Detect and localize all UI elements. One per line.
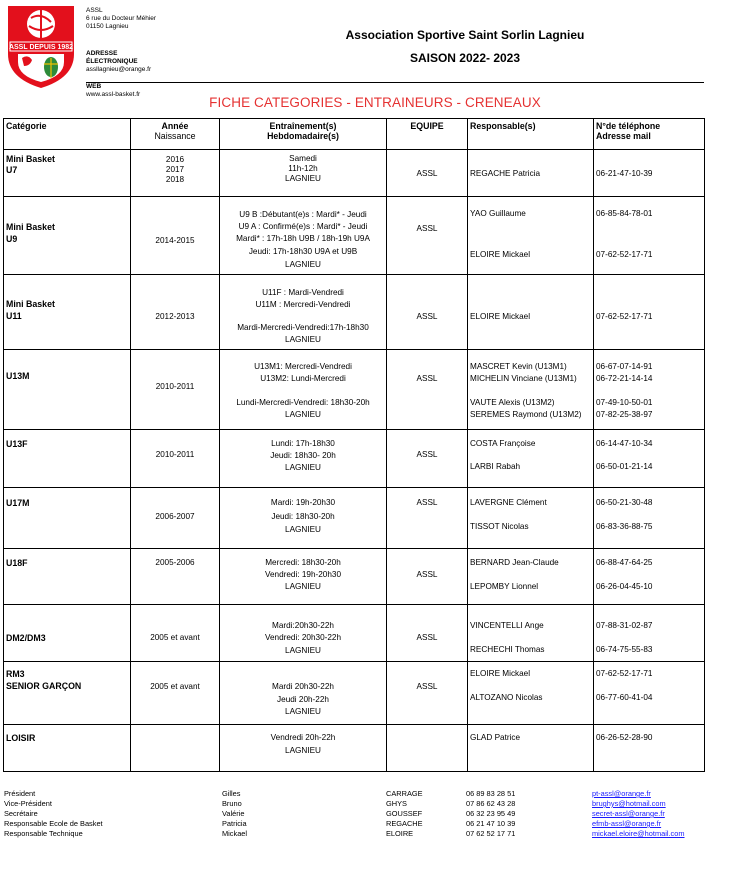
table-row (4, 150, 705, 197)
phone-cell-line: 07-62-52-17-71 (596, 250, 653, 259)
table-row (4, 488, 705, 549)
training-cell-line: Jeudi: 18h30-20h (271, 512, 335, 521)
header-manager: Responsable(s) (468, 119, 594, 150)
training-cell (220, 488, 387, 549)
footer-role: Vice-Président (4, 799, 52, 808)
category-cell (4, 725, 131, 772)
training-cell-line: U11F : Mardi-Vendredi (262, 288, 344, 297)
birth-year-cell-line: 2005-2006 (155, 558, 195, 567)
training-cell-line: LAGNIEU (285, 335, 321, 344)
category-cell-line: U17M (6, 498, 30, 508)
phone-cell-line: 06-74-75-55-83 (596, 645, 653, 654)
training-cell (220, 430, 387, 488)
training-cell-line: Vendredi: 20h30-22h (264, 633, 342, 642)
phone-cell (594, 275, 705, 350)
category-cell-line: LOISIR (6, 733, 36, 743)
training-cell-line: LAGNIEU (285, 525, 321, 534)
manager-cell (468, 150, 594, 197)
training-cell (220, 725, 387, 772)
manager-cell-line: ALTOZANO Nicolas (470, 693, 543, 702)
team-cell (387, 275, 468, 350)
training-cell (220, 350, 387, 430)
phone-cell (594, 150, 705, 197)
birth-year-cell (131, 150, 220, 197)
team-cell-line: ASSL (416, 169, 438, 178)
footer-mail[interactable]: pt-assl@orange.fr (592, 789, 651, 798)
table-row (4, 662, 705, 725)
footer-first: Mickael (222, 829, 248, 838)
phone-cell-line: 06-88-47-64-25 (596, 558, 653, 567)
training-cell (220, 150, 387, 197)
phone-cell-line: 06-26-52-28-90 (596, 733, 653, 742)
footer-last: ELOIRE (386, 829, 414, 838)
address-block (86, 7, 156, 31)
manager-cell (468, 662, 594, 725)
association-name: Association Sportive Saint Sorlin Lagnieu (345, 28, 585, 42)
training-cell-line: U11M : Mercredi-Vendredi (255, 300, 351, 309)
team-cell-line: ASSL (416, 224, 438, 233)
birth-year-cell (131, 605, 220, 662)
training-cell-line: Mardi 20h30-22h (272, 682, 334, 691)
training-cell-line: 11h-12h (288, 164, 318, 173)
training-cell-line: Mercredi: 18h30-20h (265, 558, 341, 567)
training-cell-line: Mardi* : 17h-18h U9B / 18h-19h U9A (236, 234, 370, 243)
club-logo (4, 4, 78, 90)
category-cell (4, 549, 131, 605)
birth-year-cell (131, 197, 220, 275)
training-cell-line: Vendredi 20h-22h (270, 733, 336, 742)
team-cell-line: ASSL (416, 682, 438, 691)
phone-cell-line: 06-21-47-10-39 (596, 169, 653, 178)
birth-year-cell-line: 2006-2007 (155, 512, 195, 521)
footer-first: Gilles (222, 789, 241, 798)
birth-year-cell (131, 350, 220, 430)
manager-cell-line: COSTA Françoise (470, 439, 536, 448)
team-cell (387, 662, 468, 725)
table-row (4, 197, 705, 275)
birth-year-cell-line: 2017 (165, 165, 185, 174)
training-cell-line: Jeudi: 18h30- 20h (270, 451, 336, 460)
training-cell-line: U9 A : Confirmé(e)s : Mardi* - Jeudi (238, 222, 368, 231)
training-cell-line: Mardi-Mercredi-Vendredi:17h-18h30 (237, 323, 369, 332)
footer-role: Secrétaire (4, 809, 38, 818)
training-cell-line: LAGNIEU (285, 746, 321, 755)
phone-cell-line: 06-85-84-78-01 (596, 209, 653, 218)
category-cell-line: U13M (6, 371, 30, 381)
team-cell (387, 150, 468, 197)
footer-role: Président (4, 789, 36, 798)
training-cell-line: Lundi: 17h-18h30 (271, 439, 335, 448)
team-cell (387, 197, 468, 275)
city: 01150 Lagnieu (86, 23, 129, 30)
birth-year-cell (131, 549, 220, 605)
category-cell (4, 197, 131, 275)
manager-cell (468, 488, 594, 549)
header-training: Entraînement(s) Hebdomadaire(s) (220, 119, 387, 150)
training-cell (220, 549, 387, 605)
footer-mail[interactable]: mickael.eloire@hotmail.com (592, 829, 685, 838)
phone-cell (594, 725, 705, 772)
category-cell-line: Mini Basket (6, 222, 55, 232)
phone-cell-line: 06-50-01-21-14 (596, 462, 653, 471)
category-cell (4, 350, 131, 430)
training-cell-line: Lundi-Mercredi-Vendredi: 18h30-20h (236, 398, 370, 407)
training-cell-line: LAGNIEU (285, 646, 321, 655)
manager-cell-line: ELOIRE Mickael (470, 312, 531, 321)
training-cell-line: U9 B :Débutant(e)s : Mardi* - Jeudi (239, 210, 367, 219)
manager-cell-line: ELOIRE Mickael (470, 669, 531, 678)
team-cell-line: ASSL (416, 450, 438, 459)
manager-cell-line: VAUTE Alexis (U13M2) (470, 398, 555, 407)
manager-cell-line: REGACHE Patricia (470, 169, 541, 178)
manager-cell-line: GLAD Patrice (470, 733, 521, 742)
team-cell-line: ASSL (416, 570, 438, 579)
manager-cell-line: VINCENTELLI Ange (470, 621, 544, 630)
training-cell-line: Jeudi 20h-22h (277, 695, 329, 704)
web-address[interactable]: www.assl-basket.fr (86, 91, 141, 98)
training-cell-line: Samedi (289, 154, 317, 163)
category-cell (4, 488, 131, 549)
phone-cell-line: 06-14-47-10-34 (596, 439, 653, 448)
training-cell-line: LAGNIEU (285, 410, 321, 419)
phone-cell-line: 06-67-07-14-91 (596, 362, 653, 371)
training-cell-line: LAGNIEU (285, 582, 321, 591)
phone-cell-line: 06-77-60-41-04 (596, 693, 653, 702)
header-team: EQUIPE (387, 119, 468, 150)
web-label: WEB (86, 83, 102, 90)
footer-phone: 06 89 83 28 51 (466, 789, 516, 798)
training-cell (220, 275, 387, 350)
footer-mail[interactable]: secret-assl@orange.fr (592, 809, 665, 818)
manager-cell-line: MASCRET Kevin (U13M1) (470, 362, 567, 371)
category-cell-line: SENIOR GARÇON (6, 681, 82, 691)
team-cell (387, 430, 468, 488)
manager-cell (468, 605, 594, 662)
category-cell-line: U13F (6, 439, 28, 449)
birth-year-cell (131, 725, 220, 772)
category-cell (4, 605, 131, 662)
footer-first: Valérie (222, 809, 245, 818)
category-cell-line: U11 (6, 311, 22, 321)
category-cell (4, 662, 131, 725)
footer-phone: 07 62 52 17 71 (466, 829, 516, 838)
phone-cell-line: 07-62-52-17-71 (596, 669, 653, 678)
phone-cell (594, 662, 705, 725)
footer-role: Responsable Ecole de Basket (4, 819, 103, 828)
header-category: Catégorie (4, 119, 131, 150)
table-row (4, 725, 705, 772)
footer-last: CARRAGE (386, 789, 423, 798)
training-cell-line: LAGNIEU (285, 174, 321, 183)
category-cell-line: U18F (6, 558, 28, 568)
training-cell-line: LAGNIEU (285, 463, 321, 472)
logo-banner-text: ASSL DEPUIS 1982 (8, 44, 74, 51)
footer-role: Responsable Technique (4, 829, 83, 838)
training-cell-line: U13M1: Mercredi-Vendredi (254, 362, 352, 371)
category-cell-line: DM2/DM3 (6, 633, 46, 643)
email-block (86, 50, 151, 74)
manager-cell-line: BERNARD Jean-Claude (470, 558, 559, 567)
footer-last: REGACHE (386, 819, 423, 828)
table-row (4, 549, 705, 605)
phone-cell-line: 07-88-31-02-87 (596, 621, 653, 630)
footer-phone: 06 32 23 95 49 (466, 809, 516, 818)
footer-first: Patricia (222, 819, 247, 828)
birth-year-cell-line: 2005 et avant (150, 633, 200, 642)
table-row (4, 350, 705, 430)
team-cell-line: ASSL (416, 312, 438, 321)
phone-cell-line: 07-49-10-50-01 (596, 398, 653, 407)
manager-cell-line: TISSOT Nicolas (470, 522, 529, 531)
email-label-1: ADRESSE (86, 50, 118, 57)
training-cell-line: U13M2: Lundi-Mercredi (260, 374, 346, 383)
birth-year-cell-line: 2010-2011 (155, 382, 195, 391)
birth-year-cell-line: 2005 et avant (150, 682, 200, 691)
category-cell-line: U7 (6, 165, 18, 175)
team-cell-line: ASSL (416, 374, 438, 383)
manager-cell (468, 197, 594, 275)
category-cell (4, 430, 131, 488)
category-cell (4, 275, 131, 350)
footer-first: Bruno (222, 799, 242, 808)
manager-cell (468, 350, 594, 430)
org-short: ASSL (86, 7, 103, 14)
footer-mail[interactable]: efmb-assl@orange.fr (592, 819, 662, 828)
birth-year-cell-line: 2010-2011 (155, 450, 195, 459)
manager-cell-line: SEREMES Raymond (U13M2) (470, 410, 582, 419)
footer-mail[interactable]: brughys@hotmail.com (592, 799, 666, 808)
phone-cell-line: 06-50-21-30-48 (596, 498, 653, 507)
training-cell-line: LAGNIEU (285, 260, 321, 269)
team-cell (387, 350, 468, 430)
category-cell-line: U9 (6, 234, 18, 244)
header-rule (86, 82, 704, 83)
category-cell-line: Mini Basket (6, 299, 55, 309)
team-cell (387, 488, 468, 549)
team-cell (387, 605, 468, 662)
street: 6 rue du Docteur Méhier (86, 15, 157, 22)
team-cell (387, 725, 468, 772)
table-row (4, 430, 705, 488)
table-row (4, 605, 705, 662)
footer-last: GOUSSEF (386, 809, 423, 818)
header-birth-year: Année Naissance (131, 119, 220, 150)
training-cell (220, 197, 387, 275)
category-cell-line: RM3 (6, 669, 25, 679)
phone-cell (594, 197, 705, 275)
email-label-2: ÉLECTRONIQUE (86, 58, 138, 65)
phone-cell (594, 605, 705, 662)
birth-year-cell-line: 2018 (165, 175, 185, 184)
season-label: SAISON 2022- 2023 (409, 51, 521, 65)
manager-cell-line: RECHECHI Thomas (470, 645, 545, 654)
birth-year-cell (131, 430, 220, 488)
phone-cell (594, 350, 705, 430)
phone-cell-line: 07-82-25-38-97 (596, 410, 653, 419)
manager-cell (468, 430, 594, 488)
training-cell-line: Mardi: 19h-20h30 (270, 498, 336, 507)
training-cell (220, 662, 387, 725)
training-cell-line: Mardi:20h30-22h (272, 621, 334, 630)
team-cell-line: ASSL (416, 498, 438, 507)
manager-cell (468, 549, 594, 605)
phone-cell (594, 549, 705, 605)
birth-year-cell (131, 662, 220, 725)
phone-cell-line: 07-62-52-17-71 (596, 312, 653, 321)
birth-year-cell (131, 275, 220, 350)
training-cell-line: Vendredi: 19h-20h30 (264, 570, 342, 579)
footer-phone: 06 21 47 10 39 (466, 819, 516, 828)
footer-phone: 07 86 62 43 28 (466, 799, 516, 808)
training-cell-line: LAGNIEU (285, 707, 321, 716)
birth-year-cell-line: 2014-2015 (155, 236, 195, 245)
manager-cell-line: MICHELIN Vinciane (U13M1) (470, 374, 577, 383)
training-cell-line: Jeudi: 17h-18h30 U9A et U9B (248, 247, 358, 256)
team-cell-line: ASSL (416, 633, 438, 642)
footer-last: GHYS (386, 799, 407, 808)
phone-cell-line: 06-83-36-88-75 (596, 522, 653, 531)
birth-year-cell (131, 488, 220, 549)
manager-cell-line: LAVERGNE Clément (470, 498, 547, 507)
manager-cell-line: LARBI Rabah (470, 462, 521, 471)
manager-cell-line: ELOIRE Mickael (470, 250, 531, 259)
manager-cell-line: YAO Guillaume (470, 209, 526, 218)
page-title: FICHE CATEGORIES - ENTRAINEURS - CRENEAUX (209, 95, 541, 110)
birth-year-cell-line: 2012-2013 (155, 312, 195, 321)
table-row (4, 275, 705, 350)
categories-table (3, 118, 705, 772)
email-address[interactable]: assllagnieu@orange.fr (86, 66, 152, 73)
header-phone: N°de téléphone Adresse mail (594, 119, 705, 150)
category-cell-line: Mini Basket (6, 154, 55, 164)
manager-cell (468, 725, 594, 772)
manager-cell (468, 275, 594, 350)
phone-cell-line: 06-72-21-14-14 (596, 374, 653, 383)
team-cell (387, 549, 468, 605)
phone-cell (594, 488, 705, 549)
phone-cell-line: 06-26-04-45-10 (596, 582, 653, 591)
table-header-row (4, 119, 705, 150)
category-cell (4, 150, 131, 197)
training-cell (220, 605, 387, 662)
phone-cell (594, 430, 705, 488)
manager-cell-line: LEPOMBY Lionnel (470, 582, 539, 591)
birth-year-cell-line: 2016 (165, 155, 185, 164)
